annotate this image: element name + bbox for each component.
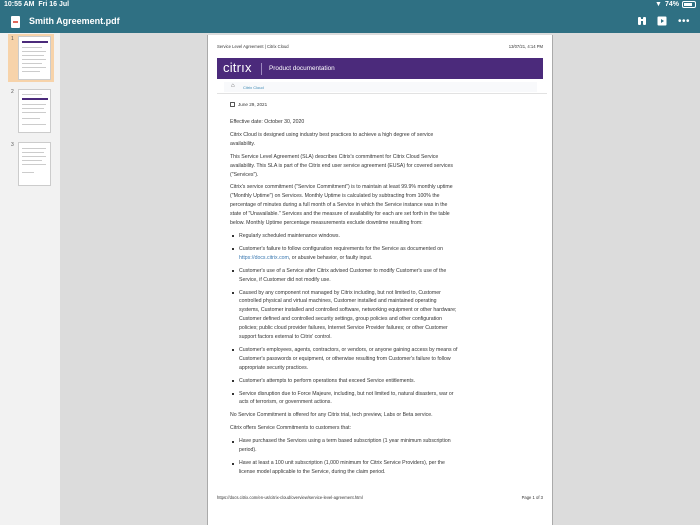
calendar-icon	[230, 102, 235, 107]
status-time: 10:55 AM Fri 16 Jul	[4, 1, 70, 8]
top-bar	[0, 0, 700, 33]
effective-date: Effective date: October 30, 2020	[230, 119, 305, 125]
breadcrumb-link[interactable]: Citrix Cloud	[243, 85, 264, 90]
home-icon[interactable]: ⌂	[231, 83, 235, 89]
divider	[261, 63, 262, 75]
thumbnail-page-3[interactable]: 3	[8, 140, 54, 188]
exclusion-list	[230, 232, 458, 407]
pdf-file-icon	[11, 16, 20, 28]
list-item: Service disruption due to Force Majeure, including, but not limited to, natural disasters, war or acts of terrorism, or government actions.	[230, 390, 458, 408]
thumbnail-page-2[interactable]: 2	[8, 87, 54, 135]
band-title: Product documentation	[269, 65, 335, 72]
list-item: Customer's employees, agents, contractors, or vendors, or anyone gaining access by means of Customer's passwords or equipment, or otherwise resulting from Customer's failure to follow appropriate security practices.	[230, 346, 458, 373]
page-number: Page 1 of 3	[521, 495, 543, 500]
requirement-list	[230, 437, 458, 477]
paragraph: This Service Level Agreement (SLA) describes Citrix's commitment for Citrix Cloud Service availability. This SLA is part of the Citrix end user service agreement (EUSA) for covered services ("Services").	[230, 153, 453, 178]
list-item: Caused by any component not managed by Citrix including, but not limited to, Customer controlled physical and virtual machines, Customer installed and maintained operating systems, Customer installed and controlled software, networking equipment or other hardware; Customer defined and controlled security settings, group policies and other configuration policies; public cloud provider failures, Internet Service Provider failures; or other Customer support factors external to Citrix' control.	[230, 289, 458, 342]
paragraph: Citrix Cloud is designed using industry best practices to achieve a high degree of service availability.	[230, 131, 434, 147]
list-item: Customer's use of a Service after Citrix advised Customer to modify Customer's use of the Service, if Customer did not modify use.	[230, 267, 458, 285]
more-button[interactable]	[677, 14, 691, 28]
citrix-logo: citrıx	[223, 60, 252, 75]
list-item: Regularly scheduled maintenance windows.	[230, 232, 458, 241]
binoculars-icon	[637, 16, 647, 26]
citrix-header-band	[217, 58, 543, 79]
publish-date: June 29, 2021	[230, 102, 267, 107]
battery-icon	[682, 1, 696, 8]
thumbnail-sidebar	[0, 33, 60, 525]
list-item: Have at least a 100 unit subscription (1,000 minimum for Citrix Service Providers), per the license model applicable to the Service, during the claim period.	[230, 459, 458, 477]
breadcrumb	[224, 82, 537, 92]
docs-link[interactable]: https://docs.citrix.com	[239, 254, 289, 261]
thumbnail-image	[18, 36, 51, 80]
battery-percent: 74%	[664, 1, 679, 8]
page-footer-url: https://docs.citrix.com/en-us/citrix-cloud/overview/service-level-agreement.html	[217, 495, 363, 500]
paragraph: No Service Commitment is offered for any Citrix trial, tech preview, Labs or Beta service.	[230, 412, 433, 419]
divider	[217, 93, 547, 94]
thumbnail-image	[18, 89, 51, 133]
status-indicators	[655, 1, 696, 8]
thumbnail-image	[18, 142, 51, 186]
search-button[interactable]	[636, 14, 648, 28]
wifi-icon: ▼	[655, 1, 662, 8]
pdf-page	[207, 35, 553, 525]
thumbnail-page-1[interactable]: 1	[8, 34, 54, 82]
play-icon	[657, 16, 667, 26]
list-item: Customer's attempts to perform operations that exceed Service entitlements.	[230, 377, 458, 386]
document-body	[230, 118, 458, 481]
document-title: Smith Agreement.pdf	[29, 16, 120, 26]
page-header-title: Service Level Agreement | Citrix Cloud	[217, 44, 289, 49]
list-item: Have purchased the Services using a term based subscription (1 year minimum subscription period).	[230, 437, 458, 455]
paragraph: Citrix's service commitment ("Service Commitment") is to maintain at least 99.9% monthly uptime ("Monthly Uptime") on Services. Monthly Uptime is calculated by subtracting from 100% the percentage of minutes during a full month of a Service in which the Service instance was in the state of "Unavailable." Services and the measure of availability for each are set forth in the table below. Monthly Uptime percentage measurements exclude downtime resulting from:	[230, 184, 453, 227]
page-header-timestamp: 13/07/21, 4:14 PM	[508, 44, 543, 49]
present-button[interactable]	[656, 14, 668, 28]
ellipsis-icon: •••	[677, 15, 690, 27]
list-item: Customer's failure to follow configuration requirements for the Service as documented on https://docs.citrix.com, or abusive behavior, or faulty input.	[230, 245, 458, 263]
paragraph: Citrix offers Service Commitments to customers that:	[230, 425, 351, 432]
